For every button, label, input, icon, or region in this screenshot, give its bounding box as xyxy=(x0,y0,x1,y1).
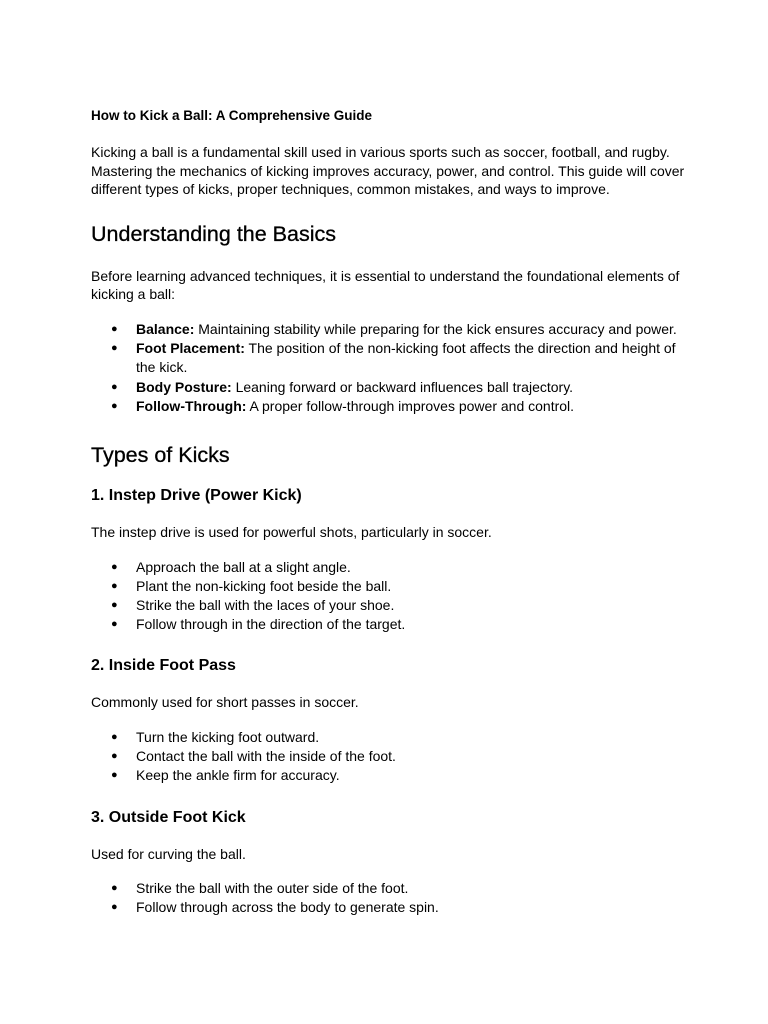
inside-list xyxy=(91,728,691,786)
outside-intro-paragraph: Used for curving the ball. xyxy=(91,845,246,862)
list-item xyxy=(91,378,691,397)
instep-intro-paragraph: The instep drive is used for powerful shots, particularly in soccer. xyxy=(91,523,492,540)
bullet-icon: ● xyxy=(111,380,118,393)
list-item-term: Body Posture: xyxy=(136,378,232,395)
list-item xyxy=(91,728,691,747)
list-item-text: Plant the non-kicking foot beside the ball. xyxy=(136,577,392,594)
heading-understanding-basics: Understanding the Basics xyxy=(91,221,337,246)
heading-inside-foot-pass: 2. Inside Foot Pass xyxy=(91,657,236,675)
document-page xyxy=(91,107,691,918)
list-item-text: Keep the ankle firm for accuracy. xyxy=(136,767,340,784)
bullet-icon: ● xyxy=(111,579,118,592)
heading-outside-foot-kick: 3. Outside Foot Kick xyxy=(91,808,246,826)
list-item-text: Follow through in the direction of the target. xyxy=(136,616,406,633)
bullet-icon: ● xyxy=(111,322,118,335)
list-item-text: Contact the ball with the inside of the foot. xyxy=(136,748,396,765)
bullet-icon: ● xyxy=(111,399,118,412)
list-item-text: Strike the ball with the outer side of the foot. xyxy=(136,880,409,897)
list-item xyxy=(91,879,691,898)
list-item xyxy=(91,339,691,377)
bullet-icon: ● xyxy=(111,560,118,573)
list-item-text: Follow through across the body to generate spin. xyxy=(136,899,439,916)
list-item-term: Balance: xyxy=(136,320,195,337)
bullet-icon: ● xyxy=(111,730,118,743)
list-item xyxy=(91,320,691,339)
bullet-icon: ● xyxy=(111,882,118,895)
list-item xyxy=(91,615,691,634)
list-item-text: Leaning forward or backward influences ball trajectory. xyxy=(231,378,574,395)
basics-list xyxy=(91,320,691,416)
inside-intro-paragraph: Commonly used for short passes in soccer. xyxy=(91,694,359,711)
list-item-text: The position of the non-kicking foot affects the direction and height of the kick. xyxy=(136,340,676,376)
basics-intro-paragraph: Before learning advanced techniques, it is essential to understand the foundational elements of kicking a ball: xyxy=(91,267,680,303)
heading-instep-drive: 1. Instep Drive (Power Kick) xyxy=(91,486,302,504)
heading-types-of-kicks: Types of Kicks xyxy=(91,442,230,467)
bullet-icon: ● xyxy=(111,598,118,611)
bullet-icon: ● xyxy=(111,769,118,782)
list-item-text: Approach the ball at a slight angle. xyxy=(136,558,351,575)
list-item-text: Maintaining stability while preparing for the kick ensures accuracy and power. xyxy=(194,320,677,337)
list-item xyxy=(91,747,691,766)
list-item-text: Strike the ball with the laces of your shoe. xyxy=(136,596,395,613)
intro-paragraph: Kicking a ball is a fundamental skill used in various sports such as soccer, football, and rugby. Mastering the mechanics of kicking improves accuracy, power, and control. This guide will cover different types of kicks, proper techniques, common mistakes, and ways to improve. xyxy=(91,144,685,198)
list-item xyxy=(91,558,691,577)
outside-list xyxy=(91,879,691,917)
list-item-text: A proper follow-through improves power and control. xyxy=(246,397,575,414)
bullet-icon: ● xyxy=(111,618,118,631)
bullet-icon: ● xyxy=(111,342,118,355)
list-item xyxy=(91,596,691,615)
list-item-text: Turn the kicking foot outward. xyxy=(136,728,320,745)
list-item xyxy=(91,577,691,596)
document-title: How to Kick a Ball: A Comprehensive Guide xyxy=(91,108,373,123)
bullet-icon: ● xyxy=(111,750,118,763)
list-item xyxy=(91,898,691,917)
list-item-term: Foot Placement: xyxy=(136,340,245,357)
list-item xyxy=(91,766,691,785)
list-item xyxy=(91,397,691,416)
instep-list xyxy=(91,558,691,635)
list-item-term: Follow-Through: xyxy=(136,397,247,414)
bullet-icon: ● xyxy=(111,901,118,914)
